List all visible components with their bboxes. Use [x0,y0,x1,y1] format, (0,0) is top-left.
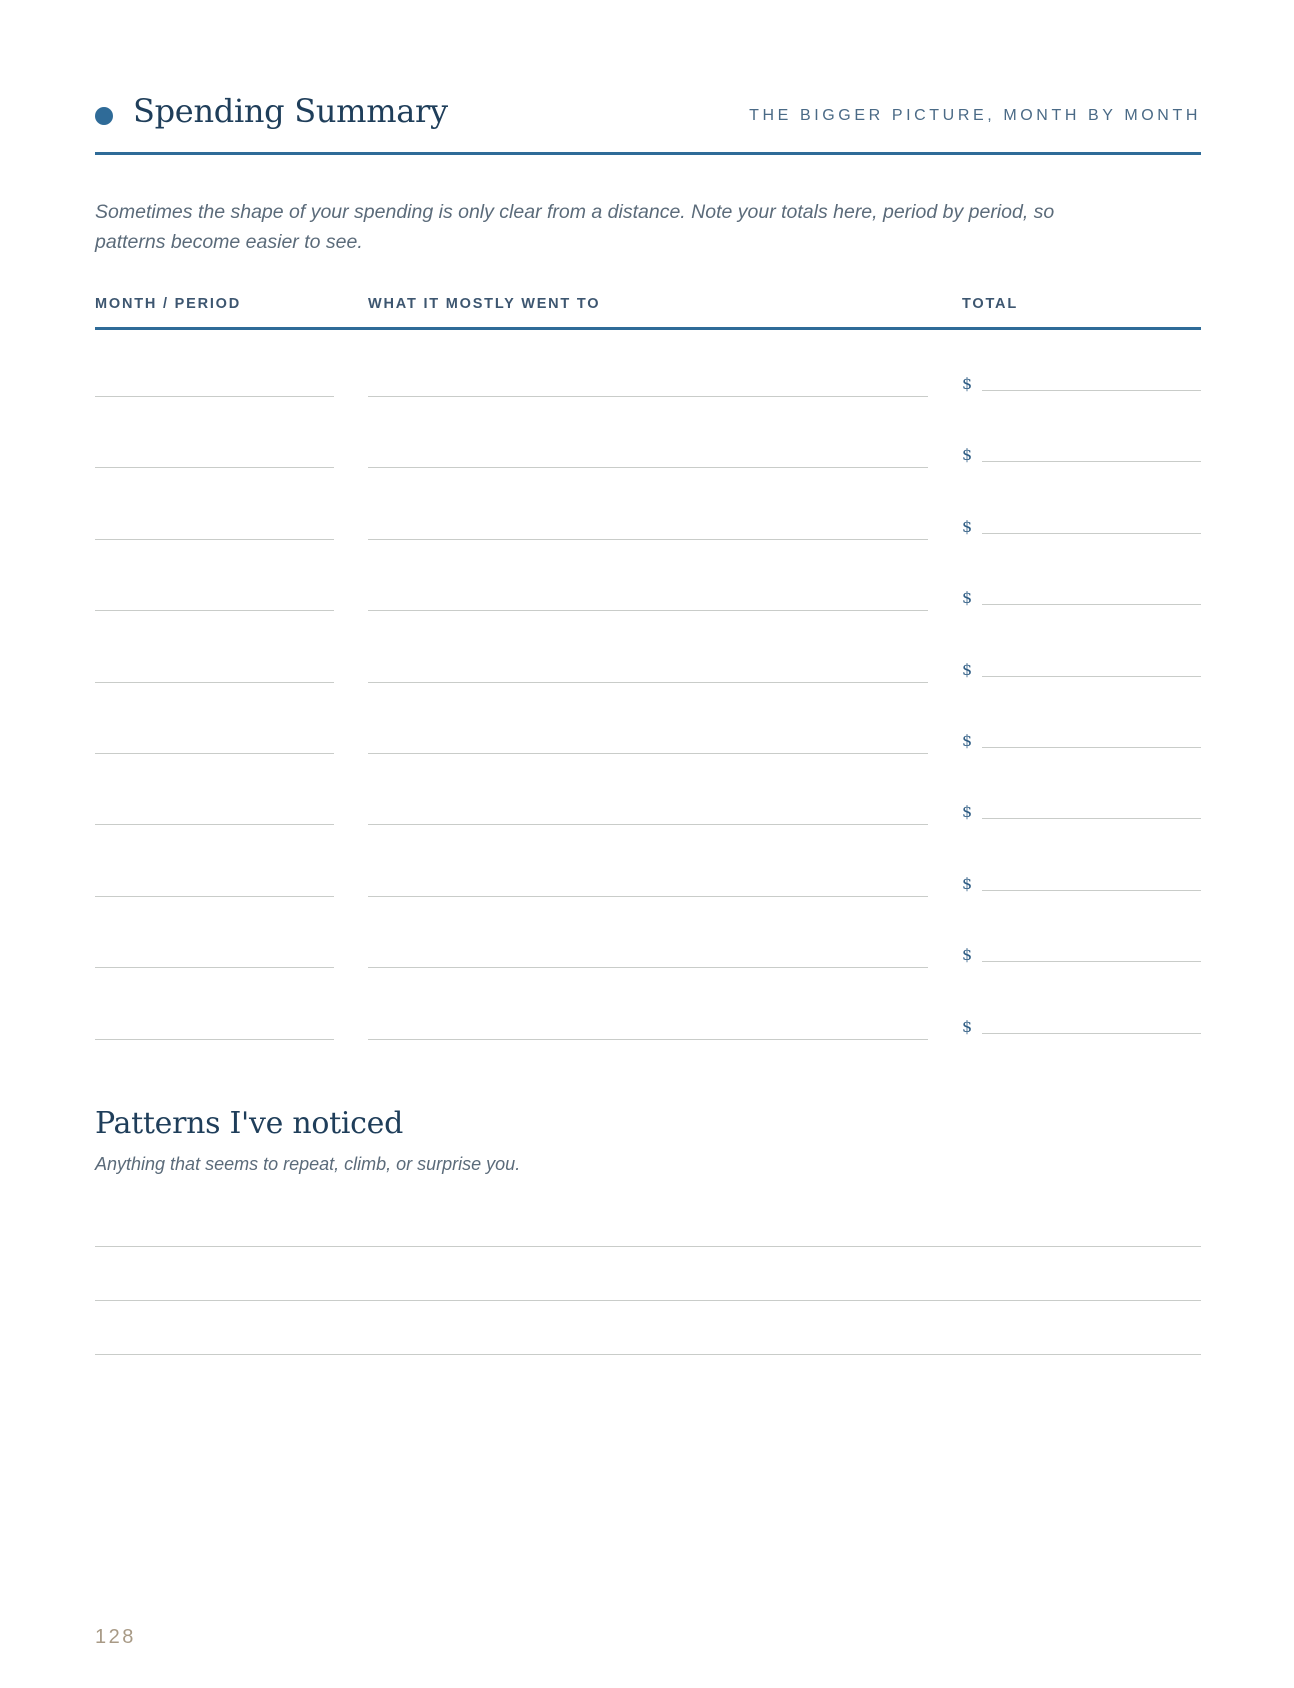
total-entry-line[interactable] [982,676,1201,677]
total-entry-line[interactable] [982,390,1201,391]
bullet-dot-icon [95,107,113,125]
total-entry-line[interactable] [982,461,1201,462]
total-entry-line[interactable] [982,604,1201,605]
page-header [95,92,1201,156]
column-header-total: TOTAL [962,296,1018,312]
category-entry-line[interactable] [368,824,928,825]
month-entry-line[interactable] [95,539,334,540]
column-header-month: MONTH / PERIOD [95,296,242,312]
header-divider [95,152,1201,155]
table-row [95,544,1201,615]
table-row [95,401,1201,472]
category-entry-line[interactable] [368,896,928,897]
page-number: 128 [95,1626,136,1648]
notes-entry-line[interactable] [95,1246,1201,1247]
category-entry-line[interactable] [368,539,928,540]
summary-table [95,330,1201,1044]
total-entry-line[interactable] [982,818,1201,819]
category-entry-line[interactable] [368,396,928,397]
workbook-page [95,0,1201,1688]
category-entry-line[interactable] [368,467,928,468]
category-entry-line[interactable] [368,967,928,968]
page-tagline: THE BIGGER PICTURE, MONTH BY MONTH [749,107,1201,124]
currency-symbol: $ [962,659,973,679]
table-row [95,901,1201,972]
intro-text: Sometimes the shape of your spending is only clear from a distance. Note your totals here, period by period, so patterns become easier to see. [95,201,1055,253]
notes-entry-line[interactable] [95,1354,1201,1355]
table-row [95,616,1201,687]
month-entry-line[interactable] [95,467,334,468]
page-title: Spending Summary [133,92,448,130]
total-entry-line[interactable] [982,533,1201,534]
currency-symbol: $ [962,516,973,536]
month-entry-line[interactable] [95,682,334,683]
currency-symbol: $ [962,445,973,465]
table-row [95,330,1201,401]
table-row [95,830,1201,901]
total-entry-line[interactable] [982,747,1201,748]
table-row [95,973,1201,1044]
currency-symbol: $ [962,873,973,893]
patterns-subtitle: Anything that seems to repeat, climb, or surprise you. [95,1154,521,1174]
currency-symbol: $ [962,945,973,965]
table-row [95,758,1201,829]
patterns-heading: Patterns I've noticed [95,1106,404,1141]
notes-entry-line[interactable] [95,1300,1201,1301]
month-entry-line[interactable] [95,1039,334,1040]
currency-symbol: $ [962,374,973,393]
currency-symbol: $ [962,588,973,608]
month-entry-line[interactable] [95,896,334,897]
category-entry-line[interactable] [368,682,928,683]
month-entry-line[interactable] [95,753,334,754]
total-entry-line[interactable] [982,1033,1201,1034]
month-entry-line[interactable] [95,396,334,397]
total-entry-line[interactable] [982,890,1201,891]
total-entry-line[interactable] [982,961,1201,962]
category-entry-line[interactable] [368,753,928,754]
table-row [95,473,1201,544]
category-entry-line[interactable] [368,610,928,611]
month-entry-line[interactable] [95,610,334,611]
month-entry-line[interactable] [95,967,334,968]
currency-symbol: $ [962,802,973,822]
month-entry-line[interactable] [95,824,334,825]
currency-symbol: $ [962,1016,973,1036]
column-header-category: WHAT IT MOSTLY WENT TO [368,296,601,312]
table-row [95,687,1201,758]
category-entry-line[interactable] [368,1039,928,1040]
currency-symbol: $ [962,730,973,750]
